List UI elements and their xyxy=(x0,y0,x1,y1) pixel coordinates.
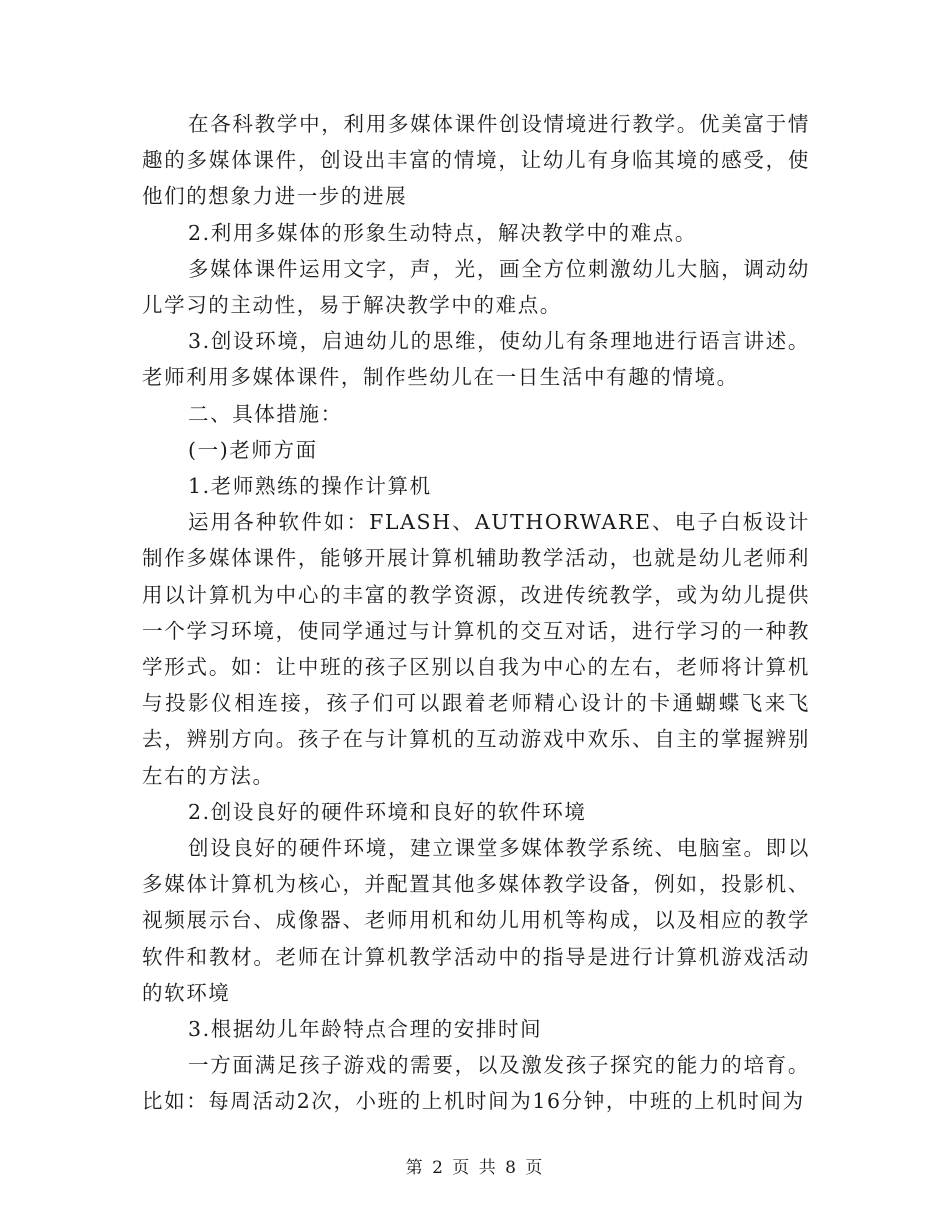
subsection-heading: (一)老师方面 xyxy=(188,437,318,462)
paragraph-2: 2.利用多媒体的形象生动特点，解决教学中的难点。 xyxy=(188,220,697,245)
paragraph-7: 一方面满足孩子游戏的需要，以及激发孩子探究的能力的培育。比如：每周活动2次，小班的上机时间为16分钟，中班的上机时间为 xyxy=(142,1053,810,1114)
paragraph-5: 运用各种软件如：FLASH、AUTHORWARE、电子白板设计制作多媒体课件，能够开展计算机辅助教学活动，也就是幼儿老师利用以计算机为中心的丰富的教学资源，改进传统教学，或为幼儿提供一个学习环境，使同学通过与计算机的交互对话，进行学习的一种教学形式。如：让中班的孩子区别以自我为中心的左右，老师将计算机与投影仪相连接，孩子们可以跟着老师精心设计的卡通蝴蝶飞来飞去，辨别方向。孩子在与计算机的互动游戏中欢乐、自主的掌握辨别左右的方法。 xyxy=(142,510,810,788)
item-heading-3: 3.根据幼儿年龄特点合理的安排时间 xyxy=(188,1017,543,1042)
paragraph-1: 在各科教学中，利用多媒体课件创设情境进行教学。优美富于情趣的多媒体课件，创设出丰富的情境，让幼儿有身临其境的感受，使他们的想象力进一步的进展 xyxy=(142,112,810,209)
document-body xyxy=(142,106,810,1120)
page-number: 第 2 页 共 8 页 xyxy=(405,1158,545,1178)
page-footer xyxy=(0,1153,950,1178)
paragraph-3: 多媒体课件运用文字，声，光，画全方位刺激幼儿大脑，调动幼儿学习的主动性，易于解决教学中的难点。 xyxy=(142,256,810,318)
paragraph-4: 3.创设环境，启迪幼儿的思维，使幼儿有条理地进行语言讲述。老师利用多媒体课件，制作些幼儿在一日生活中有趣的情境。 xyxy=(142,329,810,390)
item-heading-1: 1.老师熟练的操作计算机 xyxy=(188,474,432,499)
paragraph-6: 创设良好的硬件环境，建立课堂多媒体教学系统、电脑室。即以多媒体计算机为核心，并配置其他多媒体教学设备，例如，投影机、视频展示台、成像器、老师用机和幼儿用机等构成，以及相应的教学软件和教材。老师在计算机教学活动中的指导是进行计算机游戏活动的软环境 xyxy=(142,836,810,1005)
section-heading: 二、具体措施： xyxy=(188,401,343,426)
item-heading-2: 2.创设良好的硬件环境和良好的软件环境 xyxy=(188,799,587,824)
